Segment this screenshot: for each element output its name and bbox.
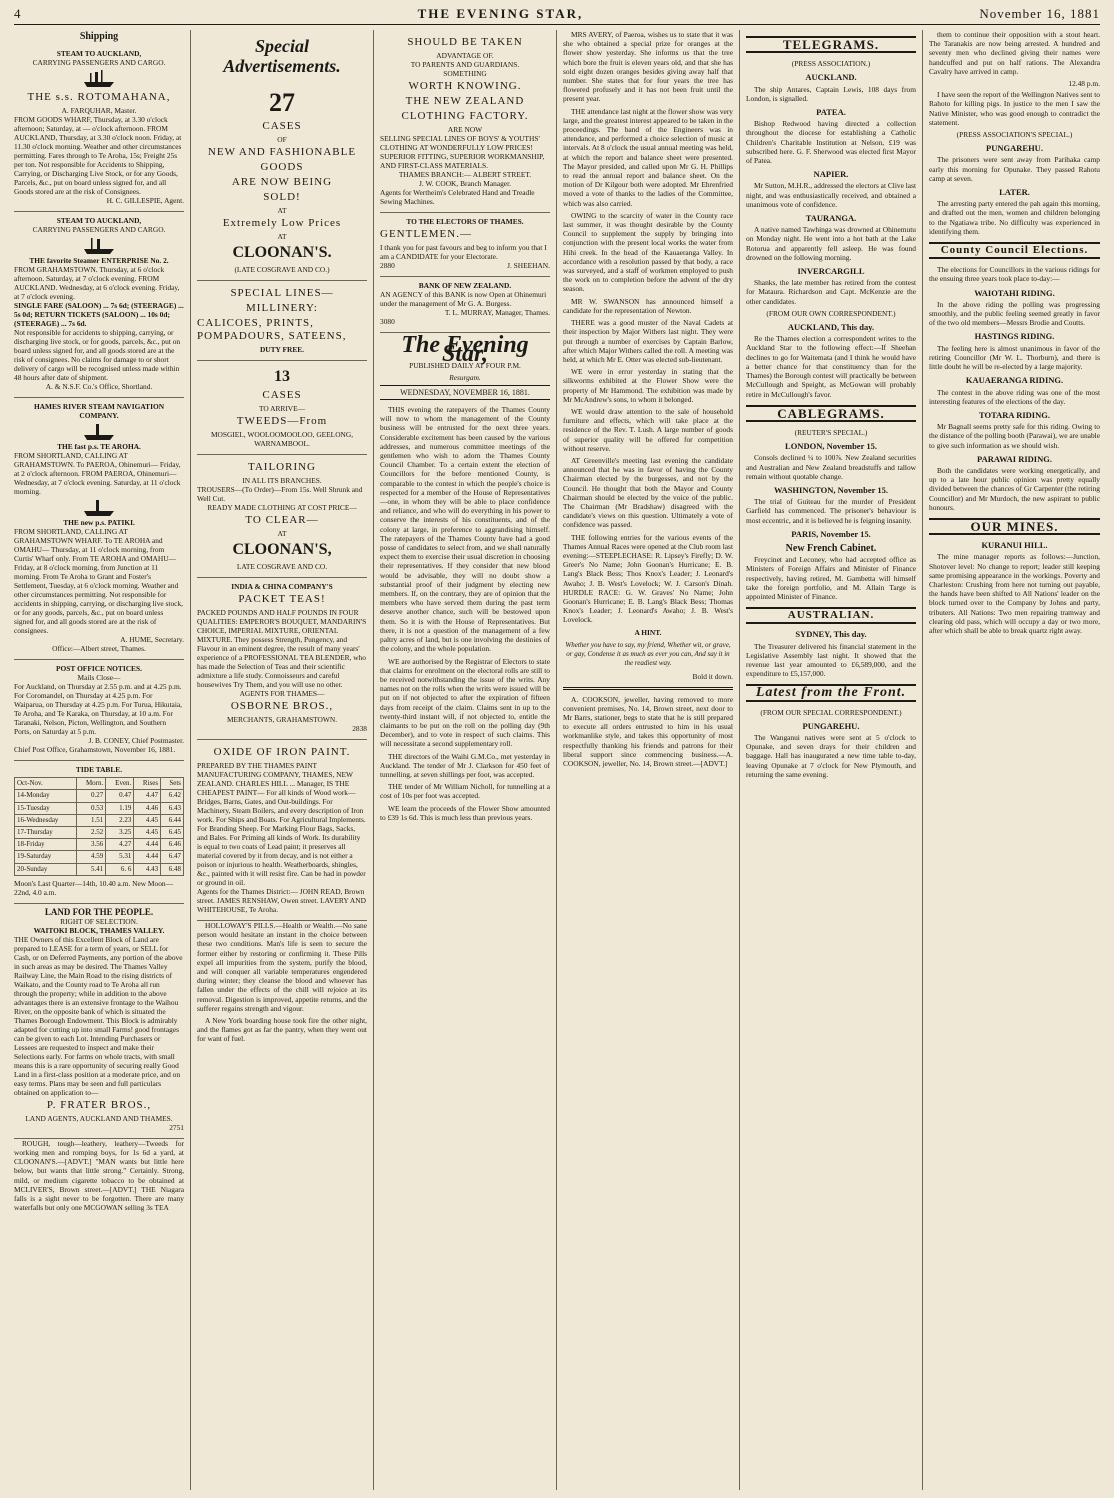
notice-subtitle: Mails Close— <box>77 673 121 683</box>
ad-body: PACKED POUNDS AND HALF POUNDS IN FOUR QUALITIES: EMPEROR'S BOUQUET, MANDARIN'S CHOICE, IMPERIAL MIXTURE, ORIENTAL MIXTURE. They possess Strength, Pungency, and Flavour in an eminent degree, the result of many years' experience of a PROFESSIONAL TEA BLENDER, who has made the Selection of Teas and their scientific admixture a life study. Connoisseurs and careful housewives Try Them, and you will use no other. <box>197 608 367 689</box>
ad-body: PREPARED BY THE THAMES PAINT MANUFACTURING COMPANY, THAMES, NEW ZEALAND. CHARLES HILL ... Manager, IS THE CHEAPEST PAINT— For all kinds of Wood work—Bridges, Barns, Gates, and Out-buildings. For Machinery, Steam Boilers, and every description of Iron work. For Ships and Boats. For Agricultural Implements. For Branding Sheep. For Marking Flour Bags, Sacks, and Bales. For Priming all kinds of Work. Its durability is equal to two coats of Lead paint; it preserves all material covered by it from decay, and is not either a poison or injurious to health. Weatherboards, shingles, &c., painted with it will resist fire. Can be had in powder or ground in oil. <box>197 761 366 887</box>
vessel-name: THE new p.s. PATIKI. <box>63 518 135 528</box>
ad-office: Office:—Albert street, Thames. <box>52 644 146 654</box>
poem-text: Whether you have to say, my friend, Whether wit, or grave, or gay, Condense it as much as ever you can, And say it in the readiest way. <box>565 640 731 668</box>
table-row: 18-Friday 3.56 4.27 4.44 6.46 <box>15 839 184 851</box>
ad-tweeds <box>197 361 367 455</box>
ad-title: WAITOKI BLOCK, THAMES VALLEY. <box>33 925 165 935</box>
ad-master: A. FARQUHAR, Master. <box>61 106 137 116</box>
table-row: 17-Thursday 2.52 3.25 4.45 6.45 <box>15 827 184 839</box>
telegrams-source: (PRESS ASSOCIATION.) <box>791 59 871 69</box>
mine-heading: KURANUI HILL. <box>981 540 1048 551</box>
latest-front-heading: Latest from the Front. <box>746 684 916 701</box>
steamship-icon <box>82 234 116 256</box>
ad-signature: T. L. MURRAY, Manager, Thames. <box>444 308 550 317</box>
correspondent-note: (FROM OUR OWN CORRESPONDENT.) <box>766 308 896 318</box>
ad-branch: THAMES BRANCH:— ALBERT STREET. <box>398 170 532 179</box>
ad-signature: H. C. GILLESPIE, Agent. <box>106 196 184 206</box>
leader-dateline: WEDNESDAY, NOVEMBER 16, 1881. <box>380 385 550 400</box>
vessel-name: THE s.s. ROTOMAHANA, <box>27 91 171 104</box>
ad-special-lines <box>197 281 367 361</box>
ad-title: LAND FOR THE PEOPLE. <box>44 906 154 917</box>
column-six <box>923 30 1106 1490</box>
column-five <box>740 30 923 1490</box>
news-paragraph: The contest in the above riding was one of the most interesting features of the elections of the day. <box>929 387 1100 406</box>
ad-subtitle: CARRYING PASSENGERS AND CARGO. <box>32 58 166 68</box>
table-row: 19-Saturday 4.59 5.31 4.44 6.47 <box>15 851 184 863</box>
ad-line: AT <box>277 232 287 241</box>
tide-table <box>14 761 184 904</box>
ad-line: MILLINERY: <box>246 302 318 314</box>
council-elections-heading: County Council Elections. <box>929 242 1100 259</box>
ad-line: AT <box>277 206 287 215</box>
ad-title: BANK OF NEW ZEALAND. <box>418 281 512 290</box>
notice-title: POST OFFICE NOTICES. <box>56 664 142 674</box>
boarding-house-joke: A New York boarding house took fire the other night, and the flames got as far the pantry, when they went out for want of fuel. <box>197 1016 367 1044</box>
ad-packet-teas <box>197 578 367 740</box>
ad-body: FROM SHORTLAND, CALLING AT GRAHAMSTOWN WHARF. To TE AROHA and OMAHU— Thursday, at 11 o'clock morning, from Curtis' Wharf only. From TE AROHA and OMAHU— Friday, at 8 o'clock morning, from Junction at 11 morning. From Te Aroha to Grant and Foster's Settlement, Tuesday, at 6 o'clock morning. Weather and other circumstances permitting. Not responsible for accidents in shipping, carrying, or discharging live stock, or for any goods, parcels, &c., put on board unless signed for, and all goods stored are at the risk of consignees. <box>14 527 183 636</box>
news-paragraph: The mine manager reports as follows:—Junction, Shotover level: No change to report; leader still keeping same promising appearance in the workings. Poverty and Charleston: Crushing from here not turning out payable, the hands have been shifted to All Nations' leader on the block turned over to the Company by Johns and party, tributers. All Nations: Two men repairing tramway and clearing old pass, which will occupy a day or two more, after which shall be able to break quartz right away. <box>929 552 1100 635</box>
ad-subtitle: (LATE COSGRAVE AND CO.) <box>234 265 330 274</box>
correspondent-note: (PRESS ASSOCIATION'S SPECIAL.) <box>956 130 1073 140</box>
dateline-place: AUCKLAND, This day. <box>787 322 875 333</box>
riding-heading: PARAWAI RIDING. <box>977 453 1052 464</box>
ad-subtitle: RIGHT OF SELECTION. <box>60 916 138 926</box>
ad-number: 13 <box>274 368 290 385</box>
ad-line: PACKET TEAS! <box>238 593 326 605</box>
ad-title: TO THE ELECTORS OF THAMES. <box>406 217 524 226</box>
tide-header: Morn. <box>76 778 106 790</box>
news-paragraph: WE learn the proceeds of the Flower Show amounted to £39 1s 6d. This is much less than previous years. <box>380 803 550 822</box>
ad-line: SHOULD BE TAKEN <box>407 36 523 48</box>
ad-tailoring <box>197 455 367 578</box>
cablegrams-source: (REUTER'S SPECIAL.) <box>794 427 868 437</box>
steamship-icon <box>82 67 116 89</box>
tide-grid <box>14 777 184 876</box>
column-four <box>557 30 740 1490</box>
ad-oxide-paint <box>197 740 367 921</box>
notice-body: For Auckland, on Thursday at 2.55 p.m. and at 4.25 p.m. For Coromandel, on Thursday at 4.25 p.m. For Waiparua, on Thursday at 4.25 p.m. For Turua, Hikutaia, Te Aroha, and Te Karaka, on Thursday, at 10 a.m. For Taranaki, Nelson, Picton, Wellington, and Southern Ports, on Saturday at 5 p.m. <box>14 682 182 737</box>
section-heading: Shipping <box>79 31 119 42</box>
ad-rotomahana <box>14 45 184 212</box>
table-row: 15-Tuesday 0.53 1.19 4.46 6.43 <box>15 802 184 814</box>
tide-header: Even. <box>106 778 134 790</box>
ad-line: SOLD! <box>263 191 301 203</box>
news-paragraph: Mr Sutton, M.H.R., addressed the electors at Clive last night, and was enthusiastically received, and obtained a unanimous vote of confidence. <box>746 181 916 209</box>
notice-signature: J. B. CONEY, Chief Postmaster. <box>88 736 184 746</box>
jeweller-advert: A. COOKSON, jeweller, having removed to more convenient premises, No. 14, Brown street, next door to Mr Barrs, stationer, begs to state that he is still prepared to execute all orders entrusted to him in his usual workmanlike style, and takes this opportunity of most respectfully thanking his friends and patrons for their liberal support since commencing business.—A. COOKSON, jeweller, No. 14, Brown street.—[ADVT.] <box>563 694 733 769</box>
ad-signature: A. HUME, Secretary. <box>120 635 184 645</box>
riding-heading: TOTARA RIDING. <box>978 409 1050 420</box>
ad-merchant-name: OSBORNE BROS., <box>230 700 334 712</box>
riding-heading: HASTINGS RIDING. <box>974 331 1055 342</box>
news-paragraph: In the above riding the polling was progressing smoothly, and the public feeling seemed greatly in favor of the two old members—Messrs Brodie and Coutts. <box>929 299 1100 328</box>
riding-heading: WAIOTAHI RIDING. <box>974 287 1055 298</box>
news-paragraph: MR W. SWANSON has announced himself a candidate for the representation of Newton. <box>563 296 733 315</box>
ad-body: SELLING SPECIAL LINES OF BOYS' & YOUTHS' CLOTHING AT WONDERFULLY LOW PRICES! SUPERIOR FITTING, SUPERIOR WORKMANSHIP, AND FIRST-CLASS MATERIALS. <box>380 134 545 170</box>
cablegrams-heading: CABLEGRAMS. <box>746 405 916 422</box>
section-heading: Special Advertisements. <box>223 36 341 76</box>
correspondent-note: (FROM OUR SPECIAL CORRESPONDENT.) <box>760 707 902 717</box>
tide-header: Oct-Nov. <box>15 778 77 790</box>
ad-line: IN ALL ITS BRANCHES. <box>242 476 322 485</box>
news-paragraph: THE directors of the Waihi G.M.Co., met yesterday in Auckland. The tender of Mr J. Clarkson for 450 feet of tunnelling, at seven shillings per foot, was accepted. <box>380 751 550 779</box>
ad-signature: LAND AGENTS, AUCKLAND AND THAMES. <box>25 1113 173 1123</box>
news-paragraph: them to continue their opposition with a stout heart. The Taranakis are now being arrested. A hundred and seventy men who declined giving their names were handcuffed and put on half rations. The Alexandra Cavalry have arrived in camp. <box>929 30 1100 76</box>
news-paragraph: The feeling here is almost unanimous in favor of the retiring Councillor (Mr W. L. Thorburn), and there is little doubt he will be re-elected by a large majority. <box>929 343 1100 372</box>
ad-line: INDIA & CHINA COMPANY'S <box>231 582 333 591</box>
masthead <box>14 4 1100 25</box>
page-number: 4 <box>14 6 22 21</box>
news-paragraph: The trial of Guiteau for the murder of President Garfield has commenced. The prisoner's behaviour is most eccentric, and it is believed he is feigning insanity. <box>746 497 916 525</box>
news-paragraph: MRS AVERY, of Paeroa, wishes us to state that it was she who obtained a special prize for oranges at the flower show yesterday. She informs us that the tree which bore the fruit is eleven years old, and that she has sold eight dozen oranges besides giving away half that number. She states that for four years the tree has flowered profusely and it has not been fruit until the present year. <box>563 30 733 104</box>
dateline-place: LATER. <box>999 187 1030 198</box>
dateline-place: AUCKLAND. <box>805 72 857 83</box>
ad-line: TAILORING <box>248 461 316 473</box>
ad-fares: SINGLE FARE (SALOON) ... 7s 6d; (STEERAGE) ... 5s 0d; RETURN TICKETS (SALOON) ... 10s 0d; (STEERAGE) ... 7s 6d. <box>14 301 184 329</box>
ad-line: OF <box>277 135 287 144</box>
australian-heading: AUSTRALIAN. <box>746 607 916 624</box>
newspaper-banner: The Evening Star, <box>401 332 529 368</box>
column-three <box>374 30 557 1490</box>
news-paragraph: A native named Tawhinga was drowned at Ohinemutu on Monday night. He went into a hot bath at the Lake Rotorua and apparently fell asleep. He was found drowned on the following morning. <box>746 225 916 262</box>
news-paragraph: The ship Antares, Captain Lewis, 108 days from London, is signalled. <box>746 84 916 103</box>
motto: Resurgam. <box>449 372 481 382</box>
news-paragraph: Shanks, the late member has retired from the contest for Mataura. Richardson and Capt. McKenzie are the other candidates. <box>746 278 916 306</box>
ad-thames-river-steam <box>14 398 184 660</box>
ad-number: 27 <box>269 88 295 117</box>
tide-title: TIDE TABLE. <box>75 765 123 775</box>
ad-line: GOODS <box>260 161 304 173</box>
news-paragraph: Re the Thames election a correspondent writes to the Auckland Star to the following effect:—If Sheehan declines to go for Waitemata (and I think he would have a better chance for that constituency than for the Thames) the Borough contest will practically be between McCullough and Speight, as McGowan will probably retire in McCullough's favor. <box>746 334 916 399</box>
leader-article: THIS evening the ratepayers of the Thames County will now to whom the management of the County business will be entrusted for the next three years. Considerable excitement has been caused by the various addresses, and numerous committee meetings of the gentlemen who wish to adorn the Thames County Council Chamber. To a certain extent the election of Councillors for the before mentioned County, is comparable to the contest in which the people's choice is respected for a member of the House of Representatives—one, in whom they will be able to place confidence and reliance, and who will do everything in his power to conserve the interests of his constituents, and of the colony at large, in preference to aggrandising himself. The ratepayers of the Thames County have had a good posse of candidates to select from, and we shall naturally expect them to exercise their usual discretion in choosing their representatives. If they consider that new blood would be advisable, they will no doubt show a substantial proof of their judgment by electing new members. If, on the contrary, they are of opinion that the members who have served them during the past term deserve another chance, such will be bestowed upon them. So it is with the House of Representatives. But there, it is not a question of the management of a few paltry acres of land, but is one involving the destinies of the colony, and the whole population. <box>380 405 550 654</box>
ad-enterprise <box>14 212 184 398</box>
ad-body: TROUSERS—(To Order)—From 15s. Well Shrunk and Well Cut. <box>197 485 363 503</box>
ad-body: FROM SHORTLAND, CALLING AT GRAHAMSTOWN. To PAEROA, Ohinemuri— Friday, at 2 o'clock afternoon. FROM PAEROA, Ohinemuri— Wednesday, at 7 o'clock evening. Saturday, at 11 o'clock morning. <box>14 451 181 497</box>
tide-body <box>15 790 184 875</box>
table-row: 14-Monday 0.27 0.47 4.47 6.42 <box>15 790 184 802</box>
news-paragraph: The Wanganui natives were sent at 5 o'clock to Opunake, and seven drays for their children and baggage. Hall has inaugurated a new time table to-day, leaving Opunake at 7 o'clock for New Plymouth, and returning the same evening. <box>746 732 916 779</box>
ad-electors <box>380 213 550 277</box>
issue-date: November 16, 1881 <box>979 6 1100 21</box>
ad-body: AN AGENCY of this BANK is now Open at Ohinemuri under the management of Mr G. A. Burgess. <box>380 290 547 308</box>
ad-line: THE NEW ZEALAND <box>405 95 525 107</box>
dateline-place: SYDNEY, This day. <box>795 629 867 640</box>
poem-signature: Bold it down. <box>692 672 733 682</box>
ad-manager: J. W. COOK, Branch Manager. <box>419 179 511 188</box>
our-mines-heading: OUR MINES. <box>929 518 1100 535</box>
ad-line: CASES <box>262 120 302 132</box>
newspaper-title: THE EVENING STAR, <box>417 6 584 21</box>
ad-signature: J. SHEEHAN. <box>507 261 550 270</box>
ad-places: MOSGIEL, WOOLOOMOOLOO, GEELONG, WARNAMBOOL. <box>210 430 354 448</box>
ad-agents: Agents for the Thames District:— JOHN READ, Brown street. JAMES RENSHAW, Owen street. LAVERY AND WHITEHOUSE, Te Aroha. <box>197 887 366 914</box>
ad-clothing-factory <box>380 30 550 213</box>
ad-line: Extremely Low Prices <box>222 217 342 229</box>
misc-adverts: ROUGH, tough—leathery, leathery—Tweeds for working men and romping boys, for 1s 6d a yard, at CLOONAN'S.—[ADVT.] "MAN wants but little here below, but wants that little strong." Certainly. Strong, mild, or medium cigarette tobacco to be obtained at MCLIVER'S, Brown street.—[ADVT.] THE Niagara falls is a sight never to be forgotten. There are many waterfalls but only one MCGOWAN selling 3s TEA <box>14 1138 184 1213</box>
ad-body: THE Owners of this Excellent Block of Land are prepared to LEASE for a term of years, or SELL for Cash, or on Deferred Payments, any portion of the above in such areas as may be desired. The Thames Valley Railway Line, the Main Road to the rising districts of Waikato, and the County road to Te Aroha all run through the property; while in addition to the above advantages there is an extensive frontage to the Waihou River, on the opposite bank of which is situated the Thames Borough Endowment. This Block is admirably adapted for cutting up into small Farms! good frontages can be given to each Lot. Intending Purchasers or Lessees are requested to inspect and make their Selections early. For farms on whole tracts, with small means this is a rare opportunity of securing really Good Land in a first-class position at a moderate price, and on easy terms. Plans may be seen and full particulars obtained on application to— <box>14 934 183 1097</box>
dateline-place: PUNGAREHU. <box>802 720 860 731</box>
subheading: New French Cabinet. <box>785 542 877 554</box>
table-row: 16-Wednesday 1.51 2.23 4.45 6.44 <box>15 814 184 826</box>
ad-subtitle: MERCHANTS, GRAHAMSTOWN. <box>226 715 338 724</box>
ad-agents: Agents for Wertheim's Celebrated Hand and Treadle Sewing Machines. <box>380 188 535 206</box>
duty-free-note: DUTY FREE. <box>259 345 305 354</box>
news-paragraph: Consols declined ¼ to 100⅞. New Zealand securities and Australian and New Zealand breadstuffs and tallow remain without quotable change. <box>746 453 916 481</box>
riding-heading: KAUAERANGA RIDING. <box>965 375 1064 386</box>
vessel-name: THE favorite Steamer ENTERPRISE No. 2. <box>29 256 169 266</box>
ad-subtitle: CARRYING PASSENGERS AND CARGO. <box>32 225 166 235</box>
tide-header: Sets <box>161 778 184 790</box>
ad-line: SOMETHING <box>443 69 487 78</box>
news-paragraph: WE were in error yesterday in stating that the silkworms exhibited at the Flower Show were the property of Mr Hammond. The exhibition was made by Mr McAndrew's sons, to whom it belonged. <box>563 367 733 404</box>
dateline-place: WASHINGTON, November 15. <box>774 484 888 495</box>
news-paragraph: THE tender of Mr William Nicholl, for tunnelling at a cost of 10s per foot was accepted. <box>380 782 550 801</box>
ad-title: STEAM TO AUCKLAND, <box>56 216 142 226</box>
dateline-place: LONDON, November 15. <box>785 441 877 452</box>
ad-ref: 2880 <box>380 261 395 270</box>
ad-line: ARE NOW <box>447 125 483 134</box>
ad-body: I thank you for past favours and beg to inform you that I am a CANDIDATE for your Electorate. <box>380 243 547 261</box>
publish-note: PUBLISHED DAILY AT FOUR P.M. <box>409 361 521 371</box>
news-paragraph: Mr Bagnall seems pretty safe for this riding. Owing to the distance of the polling booth (Parawai), we are unable to give such information as we should wish. <box>929 422 1100 450</box>
poem-title: A HINT. <box>634 627 662 637</box>
race-entries: THE following entries for the various events of the Thames Annual Races were opened at the Club room last evening:—STEEPLECHASE: R. Lipsey's Firefly; D. W. Greer's No Name; John Goonan's Hurricane; E. B. Lang's Black Bess; Thos Knox's Leader; J. Leonard's Awaho; J. B. West's Lovelock; W. J. Carson's Dinah. HURDLE RACE: G. W. Graves' No Name; John Goonan's Hurricane; E. B. Lang's Black Bess; Thomas Knox's Leader; J. Leonard's Awaho; J. B. West's Lovelock. <box>563 532 733 625</box>
dateline-place: PARIS, November 15. <box>791 528 871 539</box>
holloway-pills: HOLLOWAY'S PILLS.—Health or Wealth.—No sane person would hesitate an instant in the choice between these two conditions. Man's life is seen to secure the former either by restoring or confirming it. These Pills expel all impurities from the system, purify the blood, and will conquer all variable temperatures engendered during winter; they cleanse the blood and whoever has fallen under the effects of the chill will rejoice at its removal. Digestion is improved, appetite returns, and the sufferer regains strength and vigour. <box>197 921 367 1013</box>
news-paragraph: AT Greenville's meeting last evening the candidate announced that he was in favor of having the County Chairman elected by the burgesses, and not by the Council. He thought that both the Mayor and County Chairman should be elected by the voice of the public. The Chairman (Mr Bradshaw) disagreed with the candidate's views on this question. Ultimately a vote of confidence was passed. <box>563 455 733 530</box>
ad-line: TO CLEAR— <box>245 514 319 526</box>
ad-greeting: GENTLEMEN.— <box>380 228 472 240</box>
news-paragraph: The prisoners were sent away from Parihaka camp early this morning for Opunake. They passed Rahotu camp at seven. <box>929 155 1100 183</box>
ad-line: OXIDE OF IRON PAINT. <box>213 746 351 758</box>
news-paragraph: I have seen the report of the Wellington Natives sent to Rahoto for killing pigs. In justice to the men I saw the Native Minister, who was good enough to contradict the statement. <box>929 90 1100 127</box>
moon-phases: Moon's Last Quarter—14th, 10.40 a.m. New Moon—22nd, 4.0 a.m. <box>14 878 173 897</box>
news-paragraph: WE are authorised by the Registrar of Electors to state that claims for enrolment on the electoral rolls are still to be received notwithstanding the issue of the writs. Any names not on the rolls when the writs were issued will be put on if not objected to after the expiration of fifteen days from receipt of the claim. Claims sent in up to the twenty-third instant will, if not objected to, entitle the claimants to be put on the roll on the polling day (9th December), and to vote in respect of such claims. This will necessitate a second supplementary roll. <box>380 656 550 749</box>
news-paragraph: Freycinet and Leconey, who had accepted office as Ministers of Foreign Affairs and Minister of Finance respectively, having retired, M. Gambetta will himself take the foreign portfolio, and M. Allain Targe is appointed Minister of Finance. <box>746 555 916 601</box>
ad-title: STEAM TO AUCKLAND, <box>56 49 142 59</box>
ad-body: Not responsible for accidents to shipping, carrying, or discharging live stock, or for goods, parcels, &c., put on board unless signed for, and all goods stored are at the risk of consignees. No claims for damage to or short delivery of cargo will be recognised unless made within 48 hours after date of shipment. <box>14 328 181 383</box>
dateline-place: INVERCARGILL <box>797 266 865 277</box>
ad-line: CASES <box>262 389 302 401</box>
ad-line: ARE NOW BEING <box>231 176 333 188</box>
steamship-icon <box>82 496 116 518</box>
ad-line: TO ARRIVE— <box>258 404 306 413</box>
news-paragraph: The arresting party entered the pah again this morning, and drafted out the men, women and children belonging to the Ngatiawa tribe. No difficulty was experienced in identifying them. <box>929 199 1100 236</box>
ad-subtitle: LATE COSGRAVE AND CO. <box>236 562 328 571</box>
news-paragraph: The Treasurer delivered his financial statement in the Legislative Assembly last night. It showed that the revenue last year amounted to £6,589,000, and the expenditure to £5,157,000. <box>746 641 916 679</box>
ad-land-for-people <box>14 904 184 1139</box>
ad-cloonan-cases <box>197 82 367 281</box>
ad-ref: 2751 <box>169 1122 184 1132</box>
ad-line: TO PARENTS AND GUARDIANS. <box>410 60 520 69</box>
vessel-name: THE fast p.s. TE AROHA. <box>57 442 141 452</box>
ad-body: FROM GOODS WHARF, Thursday, at 3.30 o'clock afternoon; Saturday, at — o'clock afternoon. FROM AUCKLAND, Thursday, at 3.30 o'clock noon. Friday, at 11.30 o'clock morning. Weather and other circumstances permitting. Fares through to Te Aroha, 15s; Freight 25s per ton. Not responsible for Accidents to Shipping, Carrying, or Discharging Live Stock, or for any Goods, Parcels, &c., put on board unless signed for, and all Goods stored are at the risk of Consignees. <box>14 115 182 197</box>
ad-bank-nz <box>380 277 550 333</box>
ad-line: SPECIAL LINES— <box>230 287 334 299</box>
table-row: 20-Sunday 5.41 6. 6 4.43 6.48 <box>15 863 184 875</box>
telegrams-heading: TELEGRAMS. <box>746 36 916 53</box>
ad-line: WORTH KNOWING. <box>408 80 522 92</box>
ad-line: READY MADE CLOTHING AT COST PRICE— <box>207 503 357 512</box>
ad-merchant-name: CLOONAN'S. <box>232 244 332 261</box>
ad-ref: 2838 <box>352 724 367 733</box>
news-paragraph: THERE was a good muster of the Naval Cadets at their inspection by Major Withers last night. They were put through a number of exercises by Captain Barlow, after which Major Withers called the roll. A meeting was held, at which Mr E. Otter was elected sub-lieutenant. <box>563 318 733 364</box>
column-shipping <box>8 30 191 1490</box>
dateline-place: NAPIER. <box>813 169 849 180</box>
news-paragraph: THE attendance last night at the flower show was very large, and the greatest interest appeared to be taken in the proceedings. The band of the Engineers was in attendance, and performed a choice selection of music at intervals. At 8 o'clock the usual annual meeting was held, at which the report and balance sheet were presented. The Mayor presided, and called upon Mr G. H. Phillips to read the annual report and balance sheet. On the motion of Dr Kilgour both were adopted. Mr Ehrenfried moved a vote of thanks to the ladies of the Committee, which was also carried. <box>563 106 733 208</box>
news-paragraph: Bishop Redwood having directed a collection throughout the diocese for establishing a Catholic Children's Charitable Institution at Nelson, £19 was subscribed here. G. F. Sherwood was elected first Mayor of Patea. <box>746 119 916 166</box>
dateline-place: TAURANGA. <box>805 213 857 224</box>
ad-line: TWEEDS—From <box>236 415 328 427</box>
ad-items: CALICOES, PRINTS, POMPADOURS, SATEENS, <box>197 317 347 342</box>
ad-body: FROM GRAHAMSTOWN. Thursday, at 6 o'clock afternoon. Saturday, at 7 o'clock evening. FROM AUCKLAND. Wednesday, at 6 o'clock evening. Friday, at 7 o'clock evening. <box>14 265 180 302</box>
news-paragraph: The elections for Councillors in the various ridings for the ensuing three years took place to-day:— <box>929 265 1100 284</box>
tide-header: Rises <box>134 778 161 790</box>
post-office-notices <box>14 660 184 761</box>
divider <box>563 687 733 690</box>
news-paragraph: WE would draw attention to the sale of household furniture and effects, which will take place at the residence of the Rev. T. Lush. A large number of goods of superior quality will be offered for competition without reserve. <box>563 406 733 453</box>
dateline-place: PUNGAREHU. <box>986 143 1043 154</box>
ad-signature: A. & N.S.F. Co.'s Office, Shortland. <box>45 382 153 392</box>
column-special-ads <box>191 30 374 1490</box>
ad-line: AT <box>277 529 287 538</box>
ad-signature: P. FRATER BROS., <box>46 1098 152 1111</box>
ad-ref: 3080 <box>380 317 395 326</box>
ad-merchant-name: CLOONAN'S, <box>232 541 332 558</box>
news-paragraph: OWING to the scarcity of water in the County race last summer, it was thought desirable by the County Council to supplement the supply by bringing into conjunction with the present local works the water from Hihi creek. In the head of the Kauaeranga Valley. In accordance with a resolution passed by that body, a race was surveyed, and a staff of workmen employed to push the work on to completion before the advent of the dry season. <box>563 210 733 294</box>
steamship-icon <box>82 420 116 442</box>
news-paragraph: Both the candidates were working energetically, and up to a late hour public opinion was pretty equally divided between the chances of Gr Carpenter (the retiring Councillor) and Mr Murdoch, the new aspirant to public honours. <box>929 465 1100 512</box>
ad-agents: AGENTS FOR THAMES— <box>239 689 325 698</box>
timestamp: 12.48 p.m. <box>1068 79 1100 89</box>
notice-footer: Chief Post Office, Grahamstown, November 16, 1881. <box>14 745 176 755</box>
ad-title: HAMES RIVER STEAM NAVIGATION COMPANY. <box>33 402 165 421</box>
dateline-place: PATEA. <box>816 107 846 118</box>
ad-line: NEW AND FASHIONABLE <box>207 146 357 158</box>
ad-line: ADVANTAGE OF. <box>436 51 494 60</box>
ad-line: CLOTHING FACTORY. <box>401 110 529 122</box>
